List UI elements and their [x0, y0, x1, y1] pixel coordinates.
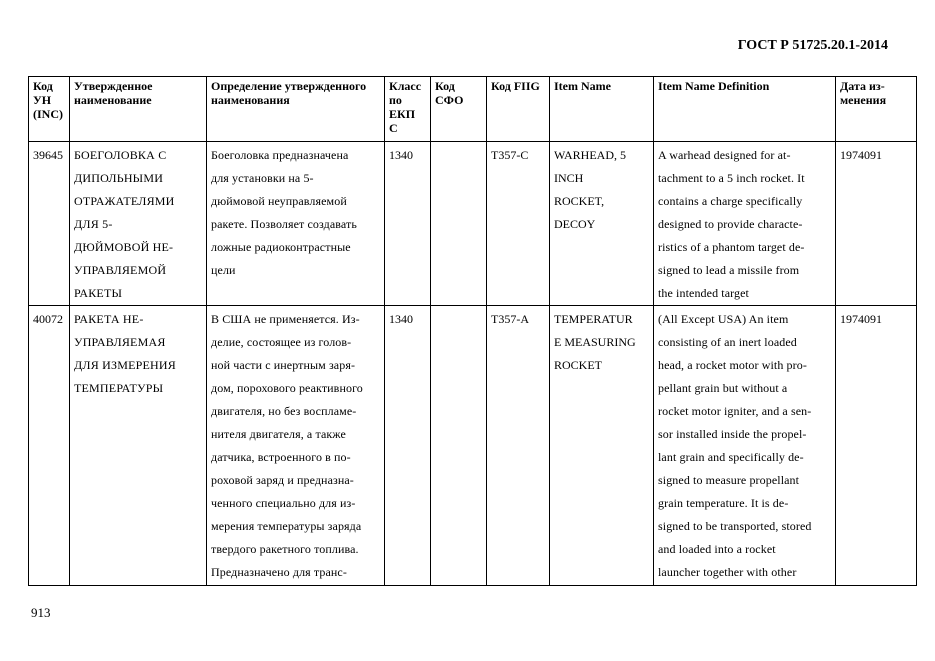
column-header-definition: Определение утвержденного наименования: [207, 77, 385, 142]
column-header-sfo: Код СФО: [431, 77, 487, 142]
items-table: [28, 76, 917, 586]
cell-item-name-text: WARHEAD, 5 INCH ROCKET, DECOY: [554, 148, 626, 231]
cell-item-definition-text: (All Except USA) An item consisting of an inert loaded head, a rocket motor with pro- pellant grain but without a rocket motor igniter, and a sen- sor installed inside the propel- lant grain and specifically de- signed to measure propellant grain temperature. It is de- signed to be transported, stored and loaded into a rocket launcher together with other: [658, 312, 812, 579]
cell-definition: [207, 306, 385, 586]
cell-sfo: [431, 142, 487, 306]
column-header-date: Дата из-менения: [836, 77, 917, 142]
cell-inc: 40072: [29, 306, 70, 586]
column-header-class: Класс по ЕКП С: [385, 77, 431, 142]
table-row: [29, 142, 917, 306]
document-standard-header: ГОСТ Р 51725.20.1-2014: [737, 38, 888, 53]
cell-fiig: T357-A: [487, 306, 550, 586]
cell-item-definition-text: A warhead designed for at- tachment to a 5 inch rocket. It contains a charge specifically designed to provide characte- ristics of a phantom target de- signed to lead a missile from the intended target: [658, 148, 805, 300]
table-header-row: [29, 77, 917, 142]
table-row: [29, 306, 917, 586]
cell-name-text: РАКЕТА НЕ- УПРАВЛЯЕМАЯ ДЛЯ ИЗМЕРЕНИЯ ТЕМПЕРАТУРЫ: [74, 312, 176, 395]
column-header-item-name: Item Name: [550, 77, 654, 142]
cell-item-name: [550, 306, 654, 586]
cell-item-name: [550, 142, 654, 306]
column-header-fiig: Код FIIG: [487, 77, 550, 142]
cell-definition-text: Боеголовка предназначена для установки на 5- дюймовой неуправляемой ракете. Позволяет создавать ложные радиоконтрастные цели: [211, 148, 357, 277]
cell-name: [70, 306, 207, 586]
cell-date: 1974091: [836, 142, 917, 306]
page-number: 913: [31, 605, 51, 620]
column-header-inc: Код УН (INC): [29, 77, 70, 142]
cell-definition: [207, 142, 385, 306]
cell-sfo: [431, 306, 487, 586]
cell-item-name-text: TEMPERATUR E MEASURING ROCKET: [554, 312, 636, 372]
cell-class: 1340: [385, 306, 431, 586]
cell-date: 1974091: [836, 306, 917, 586]
cell-class: 1340: [385, 142, 431, 306]
cell-name-text: БОЕГОЛОВКА С ДИПОЛЬНЫМИ ОТРАЖАТЕЛЯМИ ДЛЯ 5- ДЮЙМОВОЙ НЕ- УПРАВЛЯЕМОЙ РАКЕТЫ: [74, 148, 175, 300]
column-header-name: Утвержденное наименование: [70, 77, 207, 142]
column-header-item-definition: Item Name Definition: [654, 77, 836, 142]
cell-item-definition: [654, 142, 836, 306]
cell-item-definition: [654, 306, 836, 586]
cell-definition-text: В США не применяется. Из- делие, состоящее из голов- ной части с инертным заря- дом, порохового реактивного двигателя, но без воспламе- нителя двигателя, а также датчика, встроенного в по- роховой заряд и предназна- ченного специально для из- мерения температуры заряда твердого ракетного топлива. Предназначено для транс-: [211, 312, 363, 579]
cell-name: [70, 142, 207, 306]
cell-fiig: T357-C: [487, 142, 550, 306]
cell-inc: 39645: [29, 142, 70, 306]
